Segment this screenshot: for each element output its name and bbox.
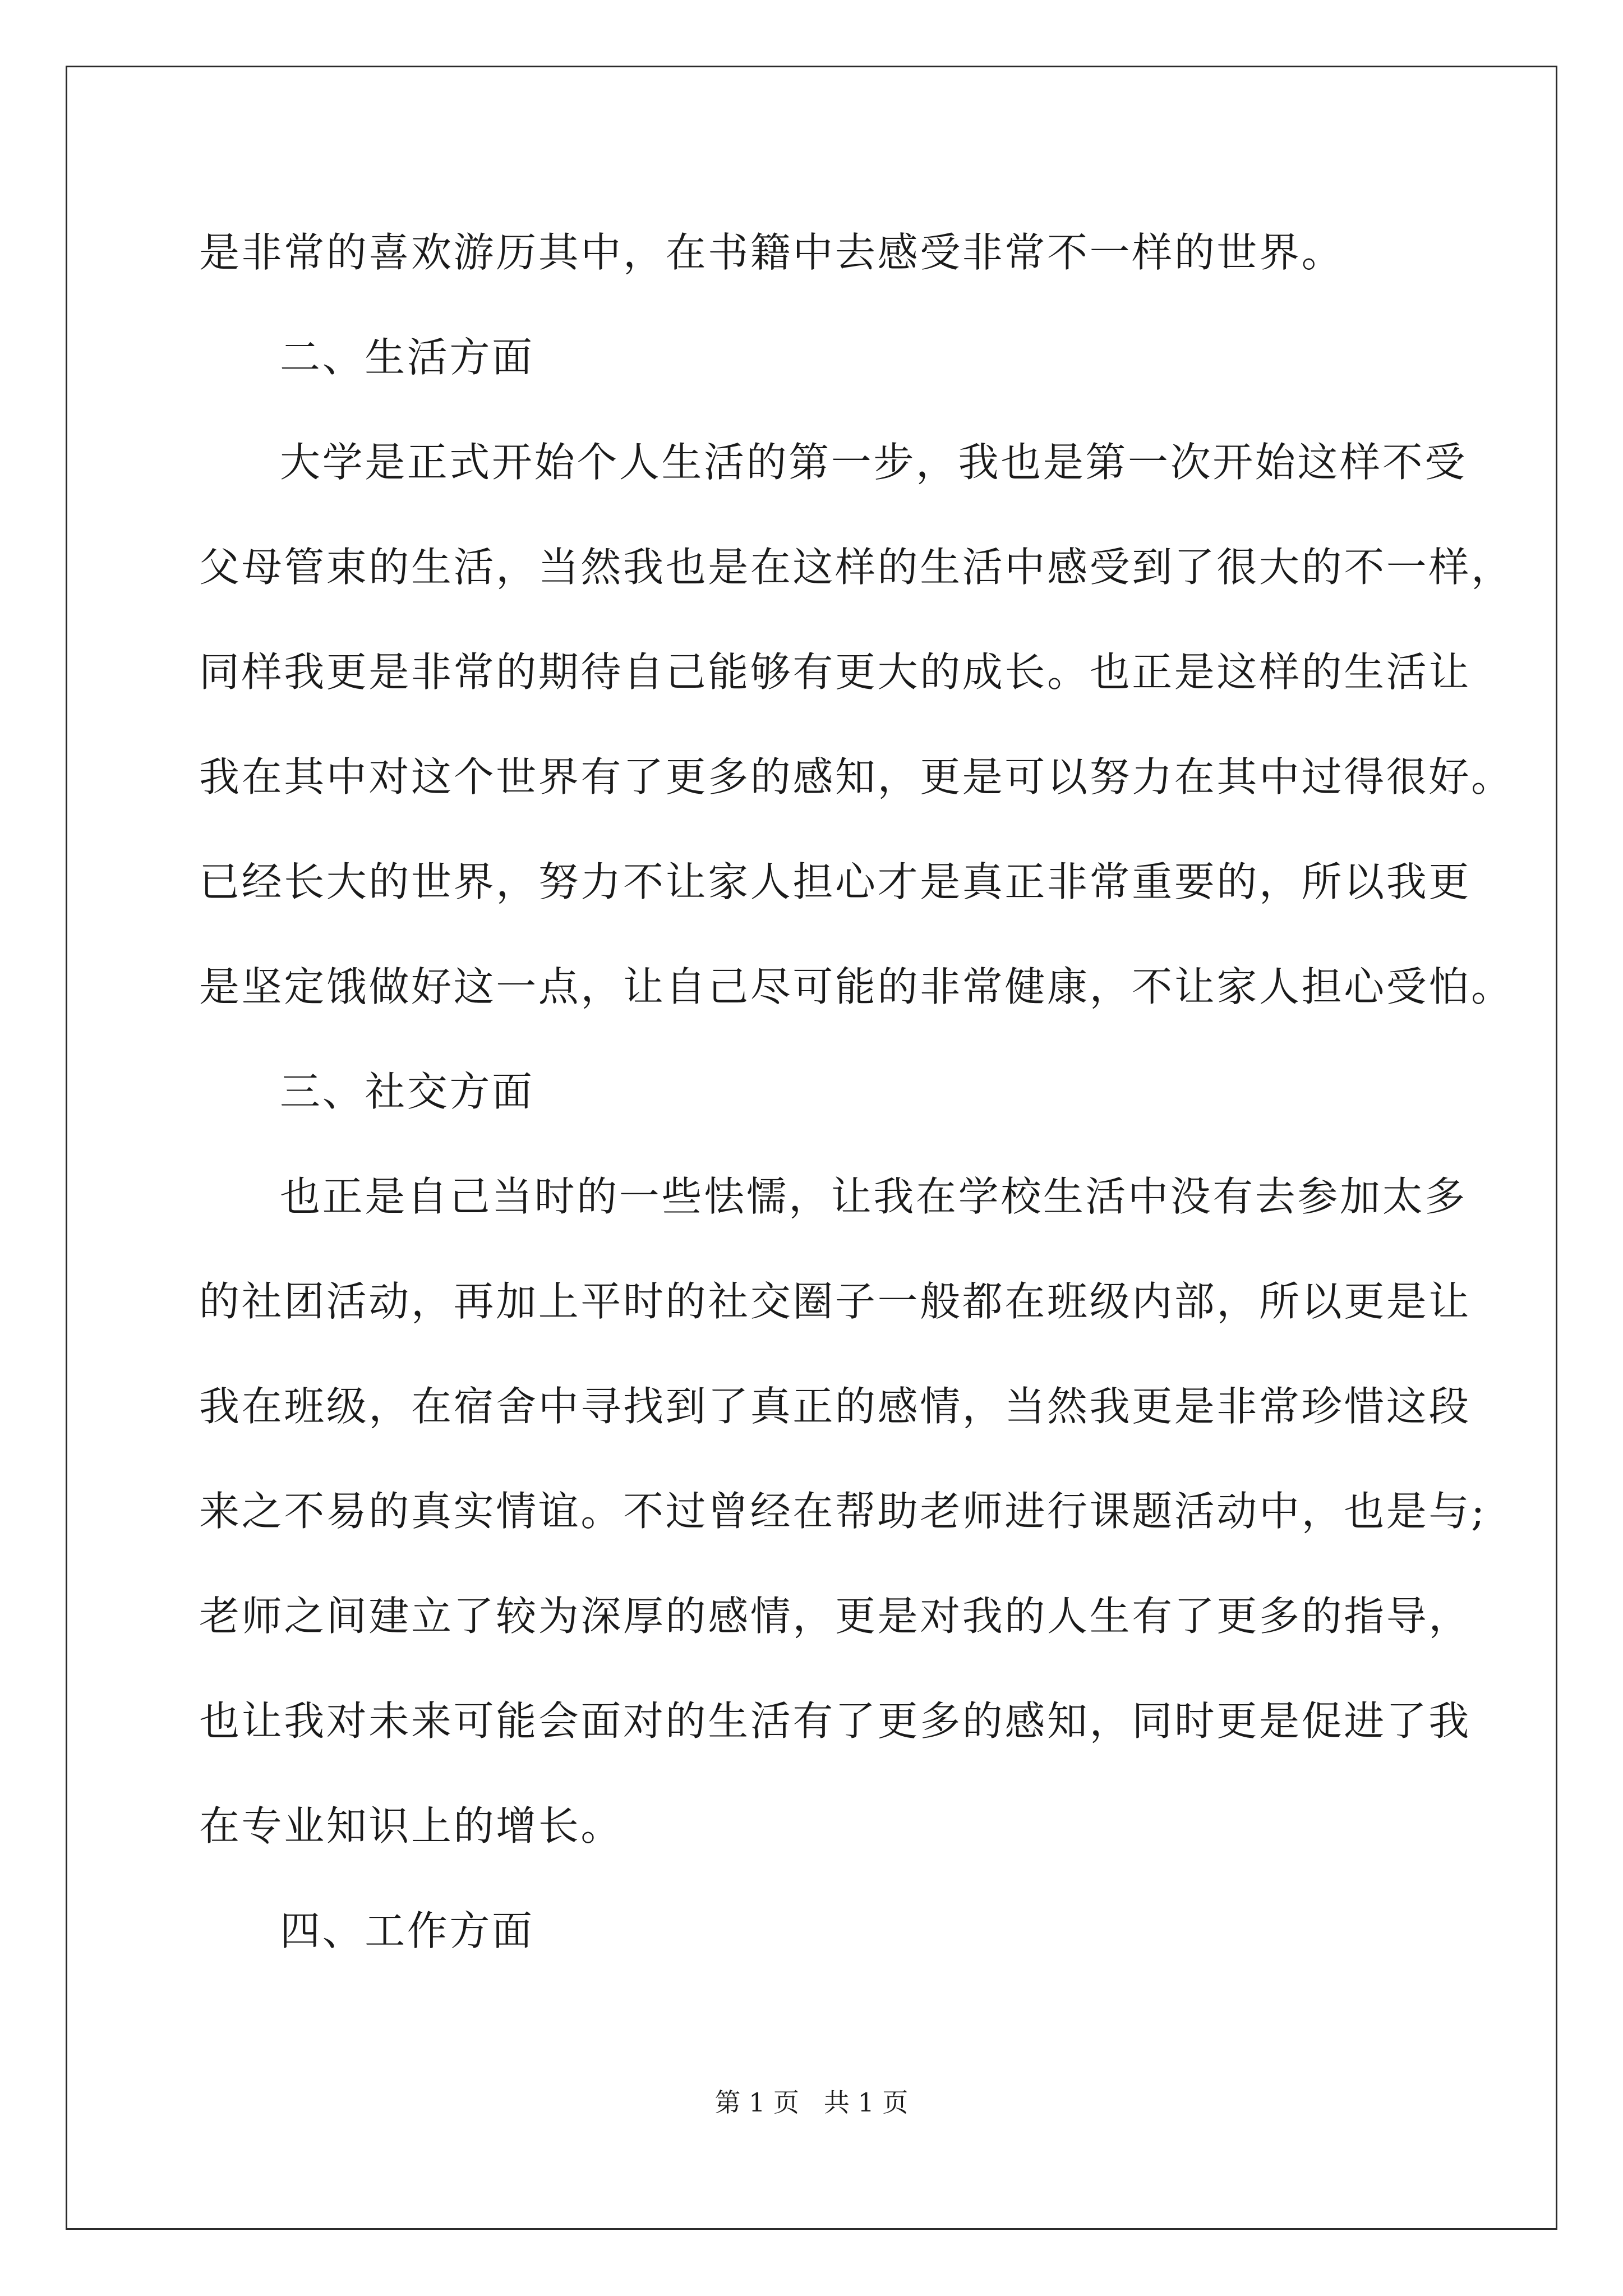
paragraph-line: 父母管束的生活，当然我也是在这样的生活中感受到了很大的不一样，: [199, 544, 1514, 591]
page-footer: 第 1 页 共 1 页: [714, 2087, 909, 2118]
paragraph-line: 我在班级，在宿舍中寻找到了真正的感情，当然我更是非常珍惜这段: [199, 1383, 1472, 1430]
paragraph-line: 是坚定饿做好这一点，让自己尽可能的非常健康，不让家人担心受怕。: [199, 963, 1514, 1010]
paragraph-line: 是非常的喜欢游历其中，在书籍中去感受非常不一样的世界。: [199, 229, 1344, 276]
paragraph-line: 在专业知识上的增长。: [199, 1802, 624, 1849]
paragraph-line: 大学是正式开始个人生活的第一步，我也是第一次开始这样不受: [280, 439, 1467, 486]
paragraph-line: 也让我对未来可能会面对的生活有了更多的感知，同时更是促进了我: [199, 1697, 1472, 1745]
paragraph-line: 来之不易的真实情谊。不过曾经在帮助老师进行课题活动中，也是与;: [199, 1488, 1487, 1535]
section-heading-work: 四、工作方面: [280, 1907, 534, 1954]
section-heading-social: 三、社交方面: [280, 1068, 534, 1115]
paragraph-line: 的社团活动，再加上平时的社交圈子一般都在班级内部，所以更是让: [199, 1278, 1472, 1325]
section-heading-life: 二、生活方面: [280, 334, 534, 381]
paragraph-line: 老师之间建立了较为深厚的感情，更是对我的人生有了更多的指导，: [199, 1593, 1472, 1640]
paragraph-line: 同样我更是非常的期待自己能够有更大的成长。也正是这样的生活让: [199, 648, 1472, 696]
paragraph-line: 我在其中对这个世界有了更多的感知，更是可以努力在其中过得很好。: [199, 753, 1514, 800]
paragraph-line: 也正是自己当时的一些怯懦，让我在学校生活中没有去参加太多: [280, 1173, 1467, 1220]
paragraph-line: 已经长大的世界，努力不让家人担心才是真正非常重要的，所以我更: [199, 858, 1472, 905]
document-body: [199, 216, 1514, 1999]
